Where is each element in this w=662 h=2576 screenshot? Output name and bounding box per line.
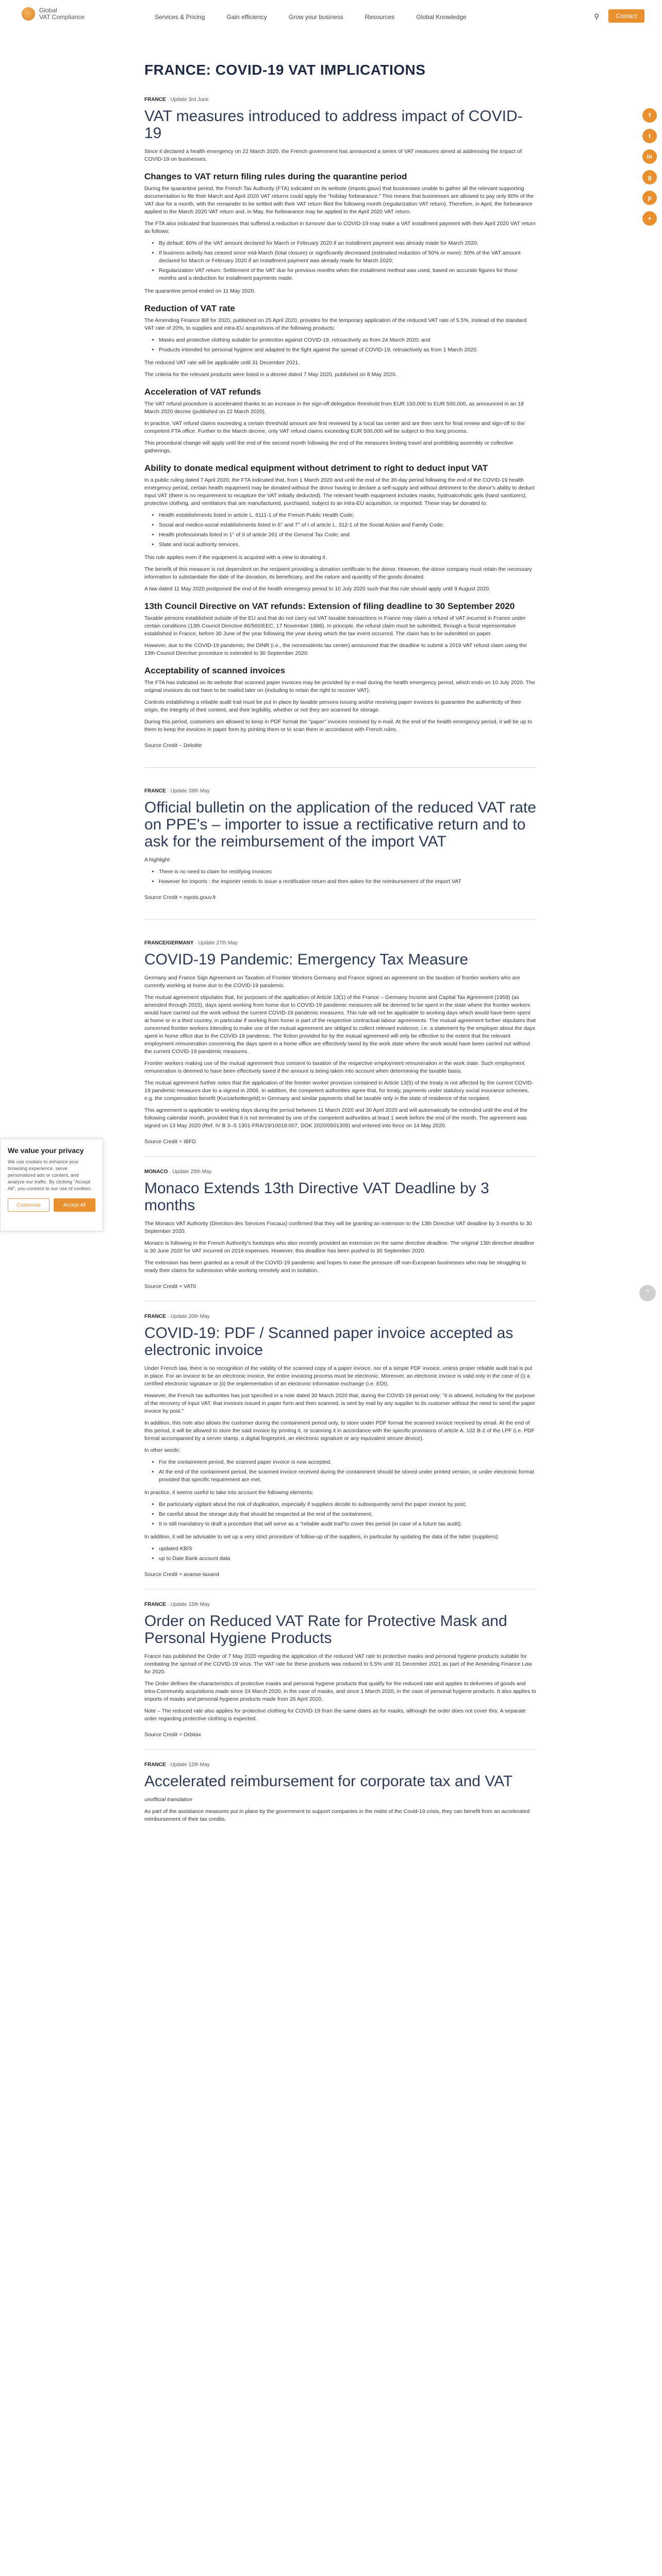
paragraph: During the quarantine period, the French Tax Authority (FTA) indicated on its website (impots.gouv) that businesses unable to gather all the relevant supporting documentation to file their March and April 2020 VAT returns could apply the "holiday forbearance." This means that businesses are allowed to pay only 80% of the VAT due for a month, with the remainder to be settled with their VAT return filed the following month (regularization VAT return). Therefore, in April, the forbearance applied to the March 2020 VAT return and, in May, the forbearance may be applied to the April 2020 VAT return. [144, 185, 534, 215]
divider [144, 1749, 536, 1750]
list-item: • State and local authority services. [159, 541, 536, 549]
paragraph: Germany and France Sign Agreement on Taxation of Frontier Workers Germany and France signed an agreement on the taxation of frontier workers who are currently working at home due to the COVID-19 pandemic. [144, 975, 520, 989]
paragraph: France has published the Order of 7 May 2020 regarding the application of the reduced VAT rate to protective masks and personal hygiene products suitable for combating the spread of the COVID-19 virus. The VAT rate for these products was reduced to 5.5% until 31 December 2021 as part of the Amending Finance Law for 2020. [144, 1653, 532, 1675]
paragraph: The reduced VAT rate will be applicable until 31 December 2021. [144, 360, 300, 366]
article-vat-measures [144, 97, 536, 750]
source-credit: Source Credit – Deloitte [144, 742, 202, 749]
list-item: • Social and medico-social establishments listed in 6° and 7° of I of article L. 312-1 of the Social Action and Family Code; [159, 521, 536, 529]
logo-text: Global VAT Compliance [39, 7, 85, 21]
bullet-list [144, 868, 536, 886]
list-item: • For the containment period, the scanned paper invoice is now accepted. [159, 1459, 536, 1466]
nav-item-efficiency[interactable]: Gain efficiency [226, 13, 267, 21]
article-title: VAT measures introduced to address impact of COVID-19 [144, 108, 523, 142]
list-item: • At the end of the containment period, the scanned invoice received during the containment should be stored under printed version, or under electronic format provided that specific requirement are met. [159, 1468, 536, 1484]
paragraph: The FTA has indicated on its website that scanned paper invoices may be provided by e-mail during the health emergency period, which ends on 10 July 2020. The original invoices do not have to be mailed later on (including to retain the right to recover VAT). [144, 680, 535, 693]
paragraph: The mutual agreement further notes that the application of the frontier worker provision contained in Article 13(5) of the treaty is not affected by the current COVID-19 pandemic measures due to a signed in 2006. In addition, the competent authorities agree that, for treaty, payments under statutory social insurance schemes, e.g. the compensation benefit (Kurzarbeitergeld) in Germany and similar payments shall be taxable only in the state of residence of the recipient. [144, 1080, 534, 1101]
section-heading: Reduction of VAT rate [144, 303, 235, 313]
paragraph: The VAT refund procedure is accelerated thanks to an increase in the sign-off delegation threshold from EUR 150,000 to EUR 500,000, as announced in an 18 March 2020 decree (published on 22 March 2020). [144, 401, 524, 415]
article-country: FRANCE/GERMANY [144, 940, 194, 946]
paragraph: This rule applies even if the equipment is acquired with a view to donating it. [144, 554, 327, 561]
paragraph: In a public ruling dated 7 April 2020, the FTA indicated that, from 1 March 2020 and until the end of the 30-day period following the end of the COVID-19 health emergency period, certain health equipment may be donated without the donor having to declare a self-supply and without detriment to the donor's ability to deduct input VAT (there is no requirement to recapture the VAT initially deducted). The relevant health equipment includes masks, hydroalcoholic gels (hand sanitizers), protective clothing, and ventilators that are manufactured, purchased, subject to an intra-EU acquisition, or imported. These may be donated to: [144, 477, 535, 506]
customize-button[interactable]: Customize [8, 1198, 49, 1212]
section-heading: Ability to donate medical equipment without detriment to right to deduct input VAT [144, 463, 488, 473]
source-credit: Source Credit = VATit [144, 1283, 196, 1290]
list-item: • up to Date Bank account data [159, 1555, 536, 1563]
paragraph: The FTA also indicated that businesses that suffered a reduction in turnover due to COVID-19 may make a VAT installment payment with their April 2020 VAT return as follows: [144, 221, 536, 234]
paragraph: In addition, it will be advisable to set up a very strict procedure of follow-up of the suppliers, in particular by updating the data of the latter (suppliers): [144, 1534, 500, 1540]
paragraph: This procedural change will apply until the end of the second month following the end of the measures limiting travel and prohibiting assembly or collective gatherings. [144, 440, 513, 454]
source-credit: Source Credit = avanse-taxand [144, 1571, 220, 1578]
article-meta: FRANCE · Update 20th May [144, 1314, 210, 1319]
list-item: • Be particularly vigilant about the risk of duplication, especially if suppliers decide to subsequently send the paper invoice by post; [159, 1501, 536, 1509]
paragraph: Note – The reduced rate also applies for protective clothing for COVID-19 from the same dates as for masks, although the order does not cover this. A separate order regarding protective clothing is expected. [144, 1708, 526, 1722]
logo[interactable] [22, 7, 85, 21]
article-country: FRANCE [144, 1762, 166, 1768]
paragraph: As part of the assistance measures put in place by the government to support companies in the midst of the Covid-19 crisis, they can benefit from an accelerated reimbursement of their tax credits. [144, 1808, 530, 1822]
globe-icon [22, 7, 35, 21]
article-title: COVID-19: PDF / Scanned paper invoice accepted as electronic invoice [144, 1325, 514, 1359]
page-title: FRANCE: COVID-19 VAT IMPLICATIONS [144, 62, 426, 78]
article-meta: FRANCE · Update 15th May [144, 1602, 210, 1607]
article-meta: FRANCE · Update 12th May [144, 1762, 210, 1768]
article-date: Update 20th May [170, 1314, 210, 1319]
divider [144, 919, 536, 920]
cookie-title: We value your privacy [8, 1146, 84, 1155]
paragraph: This agreement is applicable to working days during the period between 11 March 2020 and 30 April 2020 and will automatically be extended until the end of the following calendar month, provided that it is not terminated by one of the competent authorities at least 1 week before the end of the month. The agreement was signed on 13 May 2020 (Ref. IV B 3–S 1301-FRA/19/10018:007, DOK 2020/0501305) and entered into force on 14 May 2020. [144, 1107, 527, 1129]
article-country: FRANCE [144, 788, 166, 794]
article-date: Update 3rd June [170, 97, 209, 103]
source-credit: Source Credit = mpots.gouv.fr [144, 894, 216, 901]
accept-all-button[interactable]: Accept All [54, 1198, 95, 1212]
paragraph: The criteria for the relevant products were listed in a decree dated 7 May 2020, published on 8 May 2020. [144, 371, 397, 378]
article-meta: MONACO · Update 25th May [144, 1169, 212, 1175]
paragraph: A law dated 11 May 2020 postponed the end of the health emergency period to 10 July 2020 such that this rule should apply until 9 August 2020. [144, 586, 491, 592]
list-item: • Health professionals listed in 1° of II of article 261 of the General Tax Code; and [159, 531, 536, 539]
article-accelerated-reimbursement [144, 1762, 536, 1823]
article-title: Accelerated reimbursement for corporate tax and VAT [144, 1773, 513, 1790]
paragraph: The mutual agreement stipulates that, for purposes of the application of Article 13(1) of the France – Germany Income and Capital Tax Agreement (1959) (as amended through 2015), days spent working from home due to COVID-19 pandemic measures will be deemed to be spent in the state where the frontier workers would have carried out the work without the current COVID-19 pandemic measures. This rule will not be applicable to working days which would have been spent at home or in a third country, in particular if working from home is part of the respective contractual labour agreements. The mutual agreement further stipulates that concerned frontier workers intending to make use of the mutual agreement are obliged to collect relevant evidence, i.e. a statement by the employer about the days spent in home office due to the COVID-19 pandemic. The fiction provided for by the mutual agreement will only be effective to the extent that the relevant employment remuneration concerning the days spent in a home office are effectively taxed by the work state where the work would have been carried out without the current COVID-19 pandemic measures. [144, 994, 536, 1055]
article-title: Official bulletin on the application of the reduced VAT rate on PPE's – importer to issue a rectificative return and to ask for the reimbursement of the import VAT [144, 799, 536, 850]
facebook-icon[interactable]: f [642, 108, 657, 123]
bullet-list [144, 1501, 536, 1528]
list-item: • By default: 80% of the VAT amount declared for March or February 2020 if an installment payment was already made for March 2020; [159, 240, 536, 247]
arrow-up-icon[interactable]: ⌃ [639, 1285, 656, 1301]
list-item: • Regularization VAT return: Settlement of the VAT due for previous months when the installment method was used, based on accurate figures for those months and a deduction for installment payments made. [159, 267, 536, 282]
paragraph: The extension has been granted as a result of the COVID-19 pandemic and hopes to ease the pressure off non-European businesses who may be struggling to ready their claims for submission while working remotely and in isolation. [144, 1260, 526, 1274]
list-item: • Masks and protective clothing suitable for protection against COVID-19, retroactively as from 24 March 2020; and [159, 336, 536, 344]
paragraph: The Monaco VAT Authority (Direction des Services Fiscaux) confirmed that they will be granting an extension to the 13th Directive VAT deadline by 3 months to 30 September 2020. [144, 1221, 532, 1234]
article-scanned-invoice [144, 1314, 536, 1579]
paragraph: The Amending Finance Bill for 2020, published on 25 April 2020, provides for the temporary application of the reduced VAT rate of 5.5%, instead of the standard VAT rate of 20%, to supplies and intra-EU acquisitions of the following products: [144, 317, 527, 331]
paragraph: Monaco is following in the French Authority's footsteps who also recently provided an extension on the same directive deadline. The original 13th directive deadline is 30 June 2020 for VAT incurred on 2019 expenses. However, this deadline has been pushed to 30 September 2020. [144, 1240, 534, 1254]
section-heading: Acceleration of VAT refunds [144, 387, 261, 397]
article-country: FRANCE [144, 1314, 166, 1319]
article-meta: FRANCE · Update 3rd June [144, 97, 209, 103]
article-date: Update 25th May [172, 1169, 212, 1175]
section-heading: Acceptability of scanned invoices [144, 666, 286, 675]
twitter-icon[interactable]: t [642, 129, 657, 143]
nav-item-grow[interactable]: Grow your business [288, 13, 343, 21]
bullet-list [144, 240, 536, 282]
article-title: Order on Reduced VAT Rate for Protective Mask and Personal Hygiene Products [144, 1613, 507, 1647]
share-bar [642, 108, 657, 226]
article-date: Update 12th May [170, 1762, 210, 1768]
section-heading: 13th Council Directive on VAT refunds: Extension of filing deadline to 30 September 2020 [144, 601, 515, 611]
cookie-text: We use cookies to enhance your browsing experience, serve personalized ads or content, and analyze our traffic. By clicking "Accept All", you consent to our use of cookies. [8, 1159, 92, 1192]
main-content [144, 62, 536, 1827]
linkedin-icon[interactable]: in [642, 149, 657, 164]
list-item: • It is still mandatory to draft a procedure that will serve as a "reliable audit trail"to cover this period (in case of a future tax audit). [159, 1520, 536, 1528]
list-item: • There is no need to claim for rectifying invoices [159, 868, 536, 876]
article-date: Update 15th May [170, 1602, 210, 1607]
paragraph: In practice, it seems useful to take into account the following elements: [144, 1489, 314, 1496]
article-meta: FRANCE · Update 28th May [144, 788, 210, 794]
article-country: FRANCE [144, 97, 166, 103]
paragraph: However, the French tax authorities has just specified in a note dated 30 March 2020 that, during the COVID-19 period only: "it is allowed, including for the purpose of the recovery of input VAT, that invoices issued in paper form and then scanned, is sent by mail by any supplier to its customer without the need to send the paper invoice by post." [144, 1393, 535, 1414]
contact-button[interactable]: Contact [608, 9, 644, 23]
divider [144, 1156, 536, 1157]
site-header [0, 0, 662, 41]
list-item: • However for imports : the importer needs to issue a rectificative return and then askes for the reimbursement of the import VAT [159, 878, 536, 886]
paragraph: The benefit of this measure is not dependent on the recipient providing a donation certificate to the donor. However, the donor company must retain the necessary information to substantiate the date of the donation, its beneficiary, and the nature and quantity of the goods donated. [144, 566, 532, 580]
nav-item-services[interactable]: Services & Pricing [155, 13, 205, 21]
bullet-list [144, 1545, 536, 1563]
share-more-icon[interactable]: + [642, 211, 657, 226]
paragraph: In other words: [144, 1447, 180, 1453]
bullet-list [144, 1459, 536, 1484]
google-icon[interactable]: g [642, 170, 657, 184]
nav-item-resources[interactable]: Resources [365, 13, 395, 21]
article-date: Update 27th May [198, 940, 238, 946]
article-emergency-tax [144, 940, 536, 1146]
paragraph: The Order defines the characteristics of protective masks and personal hygiene products that qualify for the reduced rate and applies to deliveries of goods and intra-Community acquisitions made since 24 March 2020, in the case of masks, and since 1 March 2020, in the case of personal hygiene products. It also applies to imports of masks and personal hygiene products made from 26 April 2020. [144, 1681, 536, 1702]
pinterest-icon[interactable]: p [642, 191, 657, 205]
list-item: • Health establishments listed in article L. 6111-1 of the French Public Health Code; [159, 512, 536, 519]
article-subtitle: unofficial translation [144, 1797, 192, 1803]
source-credit: Source Credit = IBFD [144, 1139, 196, 1145]
article-official-bulletin [144, 788, 536, 902]
divider [144, 767, 536, 768]
main-nav [155, 13, 467, 21]
list-item: • Be careful about the storage duty that should be respected at the end of the containment; [159, 1511, 536, 1518]
nav-item-knowledge[interactable]: Global Knowledge [416, 13, 467, 21]
bullet-list [144, 336, 536, 354]
article-country: MONACO [144, 1169, 168, 1175]
section-heading: Changes to VAT return filing rules during the quarantine period [144, 172, 407, 181]
paragraph: In addition, this note also allows the customer during the containment period only, to store under PDF format the scanned invoice received by email. At the end of this period, it will be allowed to store the said invoice by printing it, or scanning it in accordance with the specific provisions of article A. 102 B-2 of the LPF (i.e. PDF format accompanied by a server stamp, a digital fingerprint, an electronic signature or any equivalent secure device). [144, 1420, 535, 1442]
list-item: • If business activity has ceased since mid-March (total closure) or significantly decreased (estimated reduction of 50% or more): 50% of the VAT amount declared for March or February 2020 if an installment payment was already made for March 2020; [159, 249, 536, 265]
paragraph: Taxable persons established outside of the EU and that do not carry out VAT taxable transactions in France may claim a refund of VAT incurred in France under certain conditions (13th Council Directive 86/560/EEC, 17 November 1986). In principle, the refund claim must be submitted, through a fiscal representative established in France, before 30 June of the year following the year during which the tax event occurred. The claim has to be submitted on paper. [144, 615, 526, 637]
cookie-actions [8, 1198, 95, 1212]
cookie-banner [0, 1139, 103, 1231]
paragraph: A highlight: [144, 857, 171, 863]
article-protective-mask [144, 1602, 536, 1739]
list-item: • Products intended for personal hygiene and adapted to the fight against the spread of COVID-19, retroactively as from 1 March 2020. [159, 346, 536, 354]
paragraph: However, due to the COVID-19 pandemic, the DINR (i.e., the nonresidents tax center) announced that the deadline to submit a 2019 VAT refund claim using the 13th Council Directive procedure is extended to 30 September 2020. [144, 642, 527, 656]
paragraph: Frontier workers making use of the mutual agreement thus consent to taxation of the respective employment remuneration in the work state. Such employment remuneration is deemed to have been effectively taxed if the amount is being taken into account when determining the taxable basis. [144, 1060, 525, 1074]
paragraph: Since it declared a health emergency on 22 March 2020, the French government has announced a series of VAT measures aimed at addressing the impact of COVID-19 on businesses. [144, 148, 522, 162]
paragraph: Under French law, there is no recognition of the validity of the scanned copy of a paper invoice, nor of a simple PDF invoice, unless proper reliable audit trail is put in place. For an invoice to be an electronic invoice, the entire invoicing process must be electronic. Moreover, an electronic invoice is valid only in the case of (i) a certified electronic signature or (ii) the implementation of an electronic information exchange (i.e. EDI). [144, 1365, 533, 1387]
article-meta: FRANCE/GERMANY · Update 27th May [144, 940, 238, 946]
paragraph: During this period, customers are allowed to keep in PDF format the "paper" invoices received by e-mail. At the end of the health emergency period, it will be up to them to keep the invoices in paper form by printing them or to scan them in accordance with French rules. [144, 719, 533, 733]
list-item: • updated KBIS [159, 1545, 536, 1553]
article-title: COVID-19 Pandemic: Emergency Tax Measure [144, 951, 469, 968]
article-title: Monaco Extends 13th Directive VAT Deadline by 3 months [144, 1180, 489, 1214]
search-icon[interactable]: ⚲ [594, 12, 600, 21]
bullet-list [144, 512, 536, 549]
paragraph: In practice, VAT refund claims exceeding a certain threshold amount are first reviewed by a local tax center and are then sent for final review and sign-off to the competent FTA office. Further to the March decree, only VAT refund claims exceeding EUR 500,000 will be subject to this long process. [144, 420, 525, 434]
paragraph: The quarantine period ended on 11 May 2020. [144, 288, 256, 294]
article-country: FRANCE [144, 1602, 166, 1607]
source-credit: Source Credit = Orbitax [144, 1732, 202, 1738]
article-monaco [144, 1169, 536, 1291]
paragraph: Controls establishing a reliable audit trail must be put in place by taxable persons issuing and/or receiving paper invoices to guarantee the authenticity of their origin, the integrity of their content, and their legibility, whether or not they are scanned for storage. [144, 699, 521, 713]
article-date: Update 28th May [170, 788, 210, 794]
